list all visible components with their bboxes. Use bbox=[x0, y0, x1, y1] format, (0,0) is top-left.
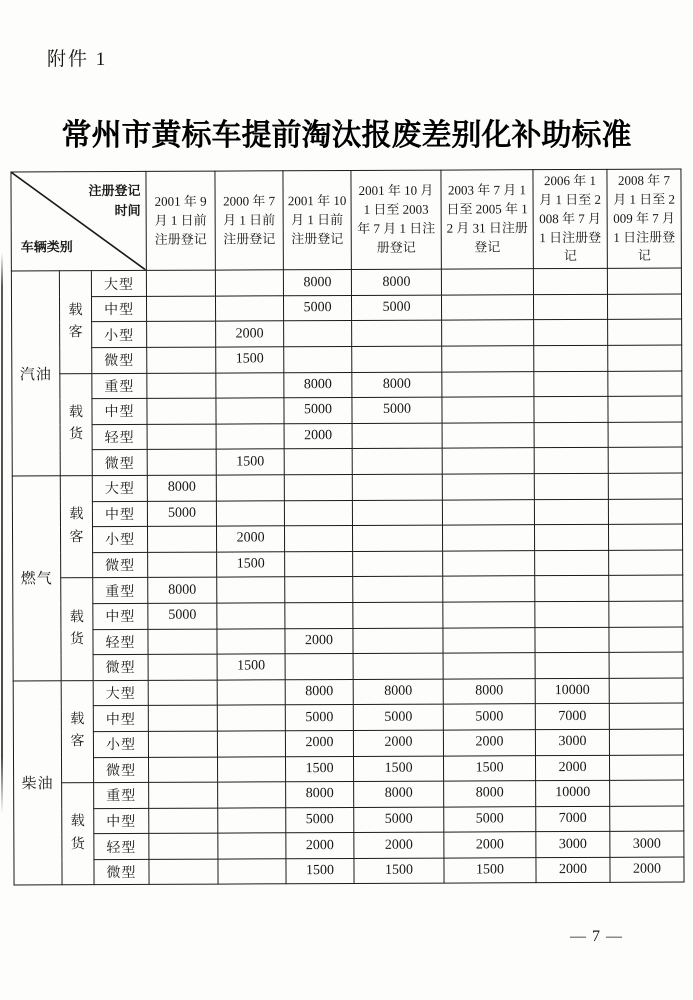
subsidy-table bbox=[10, 169, 684, 886]
subsidy-value-cell: 2000 bbox=[353, 730, 443, 756]
subsidy-value-cell bbox=[535, 550, 609, 576]
vehicle-size-cell: 中型 bbox=[92, 399, 147, 425]
subsidy-value-cell: 1500 bbox=[444, 858, 536, 884]
vehicle-size-cell: 微型 bbox=[93, 552, 148, 578]
vehicle-size-cell: 中型 bbox=[93, 706, 148, 732]
table-row bbox=[12, 447, 682, 476]
subsidy-value-cell bbox=[216, 424, 284, 450]
subsidy-value-cell: 8000 bbox=[444, 781, 536, 807]
subsidy-value-cell: 2000 bbox=[536, 857, 610, 883]
page-title: 常州市黄标车提前淘汰报废差别化补助标准 bbox=[61, 119, 632, 152]
table-row bbox=[13, 601, 683, 630]
subsidy-value-cell bbox=[442, 320, 534, 346]
subsidy-value-cell: 2000 bbox=[536, 755, 610, 781]
subsidy-value-cell bbox=[352, 346, 442, 372]
subsidy-value-cell bbox=[442, 346, 534, 372]
subsidy-value-cell: 10000 bbox=[535, 678, 609, 704]
column-header-5: 2003 年 7 月 1 日至 2005 年 12 月 31 日注册登记 bbox=[441, 170, 533, 270]
subsidy-value-cell bbox=[285, 551, 353, 577]
table-row bbox=[14, 755, 684, 784]
vehicle-use-label: 载客 bbox=[69, 507, 84, 545]
subsidy-value-cell bbox=[147, 347, 216, 373]
subsidy-value-cell bbox=[534, 294, 608, 320]
subsidy-value-cell bbox=[218, 859, 286, 885]
vehicle-use-label: 载货 bbox=[69, 609, 85, 648]
vehicle-size-cell: 微型 bbox=[94, 757, 149, 783]
subsidy-value-cell: 2000 bbox=[216, 321, 284, 347]
subsidy-value-cell bbox=[353, 551, 443, 577]
subsidy-value-cell: 8000 bbox=[285, 679, 353, 705]
subsidy-value-cell bbox=[533, 269, 607, 295]
subsidy-value-cell bbox=[608, 473, 682, 499]
subsidy-value-cell: 7000 bbox=[536, 806, 610, 832]
vehicle-size-cell: 大型 bbox=[92, 475, 147, 501]
subsidy-value-cell bbox=[352, 448, 442, 474]
subsidy-value-cell bbox=[352, 320, 442, 346]
table-row bbox=[13, 575, 683, 604]
subsidy-value-cell: 5000 bbox=[352, 295, 442, 321]
vehicle-size-cell: 微型 bbox=[93, 654, 148, 680]
subsidy-value-cell bbox=[535, 576, 609, 602]
subsidy-value-cell bbox=[608, 345, 682, 371]
subsidy-value-cell: 5000 bbox=[147, 501, 216, 527]
vehicle-size-cell: 重型 bbox=[94, 782, 149, 808]
subsidy-value-cell bbox=[148, 731, 217, 757]
subsidy-value-cell: 3000 bbox=[535, 729, 609, 755]
subsidy-value-cell bbox=[148, 526, 217, 552]
subsidy-value-cell bbox=[215, 270, 283, 296]
table-row bbox=[13, 703, 683, 732]
page-number: — 7 — bbox=[570, 928, 623, 945]
column-header-7: 2008 年 7 月 1 日至 2009 年 7 月 1 日注册登记 bbox=[607, 169, 681, 269]
subsidy-value-cell: 2000 bbox=[610, 857, 684, 883]
subsidy-value-cell: 8000 bbox=[283, 270, 351, 296]
subsidy-value-cell bbox=[216, 372, 284, 398]
subsidy-value-cell: 5000 bbox=[285, 705, 353, 731]
vehicle-size-cell: 微型 bbox=[94, 859, 149, 885]
subsidy-value-cell: 8000 bbox=[286, 782, 354, 808]
subsidy-value-cell: 2000 bbox=[285, 628, 353, 654]
subsidy-value-cell bbox=[217, 731, 285, 757]
subsidy-value-cell bbox=[217, 577, 285, 603]
subsidy-value-cell: 5000 bbox=[148, 603, 217, 629]
subsidy-value-cell bbox=[353, 653, 443, 679]
subsidy-value-cell bbox=[608, 396, 682, 422]
vehicle-size-cell: 大型 bbox=[93, 680, 148, 706]
subsidy-value-cell bbox=[608, 422, 682, 448]
table-row bbox=[12, 345, 682, 374]
table-row bbox=[13, 729, 683, 758]
subsidy-value-cell bbox=[443, 525, 535, 551]
vehicle-size-cell: 重型 bbox=[93, 578, 148, 604]
subsidy-value-cell: 7000 bbox=[535, 704, 609, 730]
subsidy-value-cell: 8000 bbox=[354, 781, 444, 807]
subsidy-value-cell bbox=[609, 627, 683, 653]
subsidy-value-cell: 1500 bbox=[217, 654, 285, 680]
vehicle-use-label: 载货 bbox=[70, 814, 85, 852]
subsidy-value-cell bbox=[608, 319, 682, 345]
table-row bbox=[12, 499, 682, 528]
subsidy-value-cell: 8000 bbox=[284, 372, 352, 398]
subsidy-value-cell: 3000 bbox=[610, 831, 684, 857]
subsidy-value-cell bbox=[148, 552, 217, 578]
subsidy-value-cell: 2000 bbox=[217, 526, 285, 552]
subsidy-value-cell bbox=[442, 371, 534, 397]
subsidy-value-cell bbox=[442, 499, 534, 525]
subsidy-value-cell bbox=[609, 575, 683, 601]
subsidy-value-cell bbox=[284, 500, 352, 526]
subsidy-value-cell: 8000 bbox=[351, 269, 441, 295]
table-row bbox=[12, 371, 682, 400]
subsidy-value-cell bbox=[284, 449, 352, 475]
subsidy-value-cell bbox=[610, 780, 684, 806]
subsidy-value-cell bbox=[285, 654, 353, 680]
subsidy-value-cell: 1500 bbox=[216, 449, 284, 475]
subsidy-value-cell bbox=[609, 703, 683, 729]
table-row bbox=[12, 524, 682, 553]
subsidy-value-cell bbox=[442, 448, 534, 474]
column-header-4: 2001 年 10 月 1 日至 2003 年 7 月 1 日注册登记 bbox=[351, 170, 441, 270]
subsidy-value-cell bbox=[284, 474, 352, 500]
fuel-type-cell: 燃气 bbox=[12, 476, 61, 681]
subsidy-value-cell bbox=[607, 268, 681, 294]
subsidy-value-cell bbox=[609, 524, 683, 550]
subsidy-value-cell bbox=[284, 321, 352, 347]
subsidy-value-cell bbox=[443, 653, 535, 679]
subsidy-value-cell: 8000 bbox=[352, 372, 442, 398]
vehicle-size-cell: 中型 bbox=[93, 603, 148, 629]
table-row bbox=[13, 678, 683, 707]
subsidy-value-cell: 5000 bbox=[444, 806, 536, 832]
subsidy-value-cell bbox=[535, 627, 609, 653]
subsidy-value-cell bbox=[218, 756, 286, 782]
subsidy-value-cell bbox=[218, 833, 286, 859]
vehicle-use-cell bbox=[59, 271, 91, 374]
subsidy-value-cell bbox=[442, 474, 534, 500]
vehicle-use-label: 载客 bbox=[68, 302, 83, 341]
subsidy-value-cell bbox=[284, 346, 352, 372]
subsidy-value-cell bbox=[353, 602, 443, 628]
subsidy-value-cell: 8000 bbox=[353, 679, 443, 705]
subsidy-value-cell bbox=[534, 345, 608, 371]
subsidy-value-cell bbox=[218, 807, 286, 833]
subsidy-value-cell bbox=[217, 679, 285, 705]
fuel-type-cell: 汽油 bbox=[11, 271, 60, 476]
subsidy-value-cell bbox=[443, 576, 535, 602]
column-header-1: 2001 年 9 月 1 日前注册登记 bbox=[146, 171, 215, 271]
header-row bbox=[11, 169, 681, 271]
vehicle-size-cell: 小型 bbox=[92, 527, 147, 553]
column-header-2: 2000 年 7 月 1 日前注册登记 bbox=[215, 171, 283, 271]
subsidy-value-cell bbox=[534, 448, 608, 474]
subsidy-value-cell bbox=[217, 705, 285, 731]
table-body bbox=[11, 268, 684, 885]
subsidy-value-cell: 2000 bbox=[286, 833, 354, 859]
subsidy-value-cell: 1500 bbox=[217, 552, 285, 578]
vehicle-use-cell bbox=[62, 783, 94, 886]
subsidy-value-cell bbox=[534, 320, 608, 346]
subsidy-value-cell bbox=[216, 398, 284, 424]
subsidy-value-cell: 3000 bbox=[536, 832, 610, 858]
vehicle-use-label: 载客 bbox=[70, 712, 85, 750]
subsidy-value-cell: 8000 bbox=[443, 678, 535, 704]
subsidy-value-cell: 1500 bbox=[354, 756, 444, 782]
subsidy-value-cell bbox=[147, 398, 216, 424]
subsidy-value-cell bbox=[149, 808, 218, 834]
vehicle-use-cell bbox=[60, 373, 92, 476]
vehicle-use-cell bbox=[60, 476, 92, 579]
subsidy-value-cell bbox=[216, 500, 284, 526]
subsidy-value-cell bbox=[443, 550, 535, 576]
subsidy-value-cell bbox=[534, 371, 608, 397]
subsidy-value-cell: 5000 bbox=[284, 398, 352, 424]
subsidy-value-cell bbox=[146, 270, 215, 296]
vehicle-size-cell: 小型 bbox=[92, 322, 147, 348]
subsidy-value-cell bbox=[443, 627, 535, 653]
subsidy-value-cell bbox=[353, 628, 443, 654]
subsidy-value-cell bbox=[149, 833, 218, 859]
table-row bbox=[12, 422, 682, 451]
subsidy-value-cell bbox=[149, 782, 218, 808]
subsidy-value-cell bbox=[534, 499, 608, 525]
subsidy-value-cell bbox=[147, 296, 216, 322]
subsidy-value-cell bbox=[608, 371, 682, 397]
subsidy-value-cell bbox=[535, 652, 609, 678]
vehicle-size-cell: 轻型 bbox=[93, 629, 148, 655]
subsidy-value-cell bbox=[608, 499, 682, 525]
subsidy-value-cell bbox=[148, 705, 217, 731]
subsidy-value-cell bbox=[217, 603, 285, 629]
table-row bbox=[12, 396, 682, 425]
subsidy-value-cell bbox=[442, 422, 534, 448]
vehicle-use-cell bbox=[61, 680, 93, 783]
corner-label-registration-time: 注册登记时间 bbox=[88, 182, 141, 218]
vehicle-size-cell: 中型 bbox=[94, 808, 149, 834]
table-row bbox=[13, 627, 683, 656]
subsidy-value-cell bbox=[609, 729, 683, 755]
subsidy-value-cell bbox=[534, 422, 608, 448]
subsidy-value-cell bbox=[218, 782, 286, 808]
subsidy-value-cell bbox=[535, 525, 609, 551]
subsidy-value-cell: 10000 bbox=[536, 780, 610, 806]
subsidy-value-cell bbox=[149, 757, 218, 783]
subsidy-value-cell bbox=[535, 601, 609, 627]
subsidy-value-cell bbox=[148, 629, 217, 655]
table-row bbox=[14, 780, 684, 809]
fuel-type-cell: 柴油 bbox=[13, 680, 62, 885]
subsidy-value-cell: 2000 bbox=[444, 832, 536, 858]
subsidy-value-cell bbox=[609, 678, 683, 704]
table-row bbox=[12, 319, 682, 348]
subsidy-value-cell bbox=[147, 373, 216, 399]
corner-label-vehicle-category: 车辆类别 bbox=[20, 239, 73, 255]
subsidy-value-cell bbox=[285, 577, 353, 603]
subsidy-value-cell bbox=[216, 475, 284, 501]
subsidy-value-cell bbox=[609, 550, 683, 576]
subsidy-value-cell bbox=[610, 806, 684, 832]
table-row bbox=[13, 652, 683, 681]
subsidy-value-cell bbox=[609, 652, 683, 678]
subsidy-value-cell bbox=[534, 397, 608, 423]
subsidy-value-cell: 2000 bbox=[443, 730, 535, 756]
subsidy-value-cell bbox=[610, 755, 684, 781]
scan-edge-artifact bbox=[1, 253, 3, 813]
subsidy-value-cell: 5000 bbox=[284, 295, 352, 321]
vehicle-size-cell: 中型 bbox=[92, 501, 147, 527]
subsidy-table-wrapper bbox=[10, 169, 684, 886]
subsidy-value-cell: 2000 bbox=[284, 423, 352, 449]
subsidy-value-cell bbox=[352, 500, 442, 526]
subsidy-value-cell bbox=[148, 654, 217, 680]
vehicle-use-cell bbox=[61, 578, 93, 681]
vehicle-size-cell: 轻型 bbox=[94, 834, 149, 860]
subsidy-value-cell bbox=[147, 424, 216, 450]
table-row bbox=[14, 831, 684, 860]
table-corner-cell bbox=[11, 171, 146, 271]
subsidy-value-cell bbox=[443, 602, 535, 628]
subsidy-value-cell: 8000 bbox=[148, 577, 217, 603]
vehicle-size-cell: 小型 bbox=[93, 731, 148, 757]
subsidy-value-cell: 5000 bbox=[354, 807, 444, 833]
subsidy-value-cell bbox=[608, 447, 682, 473]
subsidy-value-cell: 5000 bbox=[286, 807, 354, 833]
table-row bbox=[11, 294, 681, 323]
vehicle-size-cell: 大型 bbox=[91, 271, 146, 297]
table-row bbox=[12, 473, 682, 502]
subsidy-value-cell: 8000 bbox=[147, 475, 216, 501]
column-header-3: 2001 年 10 月 1 日前注册登记 bbox=[283, 170, 351, 270]
subsidy-value-cell bbox=[352, 423, 442, 449]
subsidy-value-cell: 2000 bbox=[354, 832, 444, 858]
subsidy-value-cell bbox=[609, 601, 683, 627]
subsidy-value-cell bbox=[352, 474, 442, 500]
attachment-label: 附件 1 bbox=[47, 49, 108, 70]
subsidy-value-cell bbox=[534, 473, 608, 499]
subsidy-value-cell bbox=[442, 294, 534, 320]
subsidy-value-cell bbox=[608, 294, 682, 320]
subsidy-value-cell bbox=[441, 269, 533, 295]
subsidy-value-cell: 5000 bbox=[353, 704, 443, 730]
table-row bbox=[13, 550, 683, 579]
vehicle-size-cell: 重型 bbox=[92, 373, 147, 399]
subsidy-value-cell: 1500 bbox=[444, 755, 536, 781]
subsidy-value-cell bbox=[217, 628, 285, 654]
vehicle-size-cell: 轻型 bbox=[92, 424, 147, 450]
subsidy-value-cell bbox=[285, 526, 353, 552]
subsidy-value-cell: 5000 bbox=[443, 704, 535, 730]
subsidy-value-cell: 1500 bbox=[286, 756, 354, 782]
column-header-6: 2006 年 1 月 1 日至 2008 年 7 月 1 日注册登记 bbox=[533, 169, 607, 269]
subsidy-value-cell bbox=[147, 321, 216, 347]
table-row bbox=[11, 268, 681, 297]
subsidy-value-cell: 1500 bbox=[354, 858, 444, 884]
subsidy-value-cell bbox=[149, 859, 218, 885]
subsidy-value-cell bbox=[442, 397, 534, 423]
subsidy-value-cell: 1500 bbox=[286, 858, 354, 884]
subsidy-value-cell bbox=[216, 296, 284, 322]
table-row bbox=[14, 806, 684, 835]
vehicle-size-cell: 微型 bbox=[92, 450, 147, 476]
table-row bbox=[14, 857, 684, 886]
subsidy-value-cell bbox=[147, 449, 216, 475]
subsidy-value-cell bbox=[148, 680, 217, 706]
subsidy-value-cell bbox=[353, 525, 443, 551]
subsidy-value-cell bbox=[285, 602, 353, 628]
subsidy-value-cell: 1500 bbox=[216, 347, 284, 373]
vehicle-use-label: 载货 bbox=[68, 405, 84, 443]
subsidy-value-cell: 5000 bbox=[352, 397, 442, 423]
subsidy-value-cell bbox=[353, 576, 443, 602]
subsidy-value-cell: 2000 bbox=[285, 730, 353, 756]
vehicle-size-cell: 中型 bbox=[91, 296, 146, 322]
vehicle-size-cell: 微型 bbox=[92, 347, 147, 373]
